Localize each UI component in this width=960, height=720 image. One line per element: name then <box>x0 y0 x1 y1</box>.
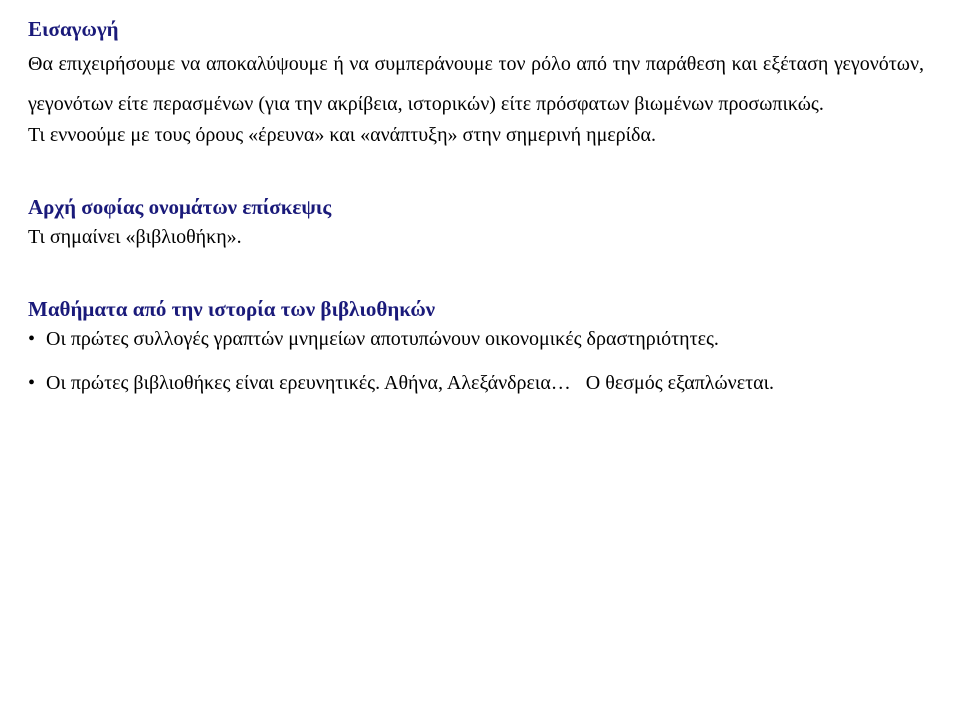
bullet-icon: • <box>28 372 36 394</box>
bullet-item <box>28 368 924 398</box>
bullet-text: Οι πρώτες βιβλιοθήκες είναι ερευνητικές. Αθήνα, Αλεξάνδρεια… Ο θεσμός εξαπλώνεται. <box>46 372 774 394</box>
section-introduction <box>28 14 924 150</box>
paragraph-text: Τι σημαίνει «βιβλιοθήκη». <box>28 226 242 248</box>
section-heading: Μαθήματα από την ιστορία των βιβλιοθηκών <box>28 297 436 321</box>
paragraph-text: Τι εννοούμε με τους όρους «έρευνα» και «ανάπτυξη» στην σημερινή ημερίδα. <box>28 124 656 146</box>
section-etymology <box>28 192 924 252</box>
paragraph-text: Θα επιχειρήσουμε να αποκαλύψουμε ή να συμπεράνουμε τον ρόλο από την παράθεση και εξέταση γεγονότων, γεγονότων είτε περασμένων (για την ακρίβεια, ιστορικών) είτε πρόσφατων βιωμένων προσωπικώς. <box>28 53 924 115</box>
bullet-text: Οι πρώτες συλλογές γραπτών μνημείων αποτυπώνουν οικονομικές δραστηριότητες. <box>46 328 719 350</box>
bullet-list <box>28 324 924 398</box>
section-heading: Αρχή σοφίας ονομάτων επίσκεψις <box>28 195 332 219</box>
section-library-history <box>28 294 924 398</box>
section-heading: Εισαγωγή <box>28 17 119 41</box>
bullet-item <box>28 324 924 354</box>
slide-content <box>28 14 924 412</box>
bullet-icon: • <box>28 328 36 350</box>
